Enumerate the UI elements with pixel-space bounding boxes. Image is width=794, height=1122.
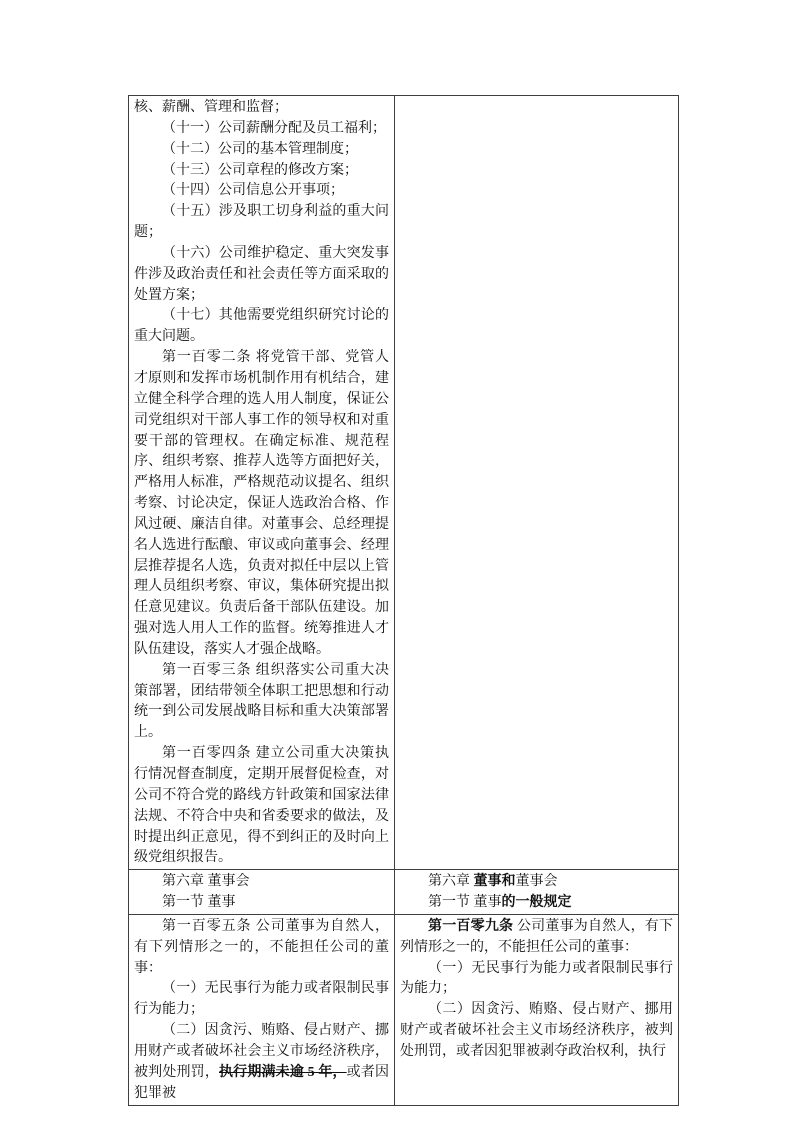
text-run: 第一百零二条 将党管干部、党管人才原则和发挥市场机制作用有机结合，建立健全科学合理的选人用人制度，保证公司党组织对干部人事工作的领导权和对重要干部的管理权。在确定标准、规范程序、组织考察、推荐人选等方面把好关，严格用人标准，严格规范动议提名、组织考察、讨论决定，保证人选政治合格、作风过硬、廉洁自律。对董事会、总经理提名人选进行酝酿、审议或向董事会、经理层推荐提名人选，负责对拟任中层以上管理人员组织考察、审议，集体研究提出拟任意见建议。负责后备干部队伍建设。加强对选人用人工作的监督。统筹推进人才队伍建设，落实人才强企战略。 (134, 350, 389, 657)
paragraph (134, 140, 389, 161)
deleted-text-run: 执行期满未逾 5 年， (219, 1064, 347, 1080)
paragraph (400, 1000, 673, 1063)
text-run: 第一百零五条 公司董事为自然人，有下列情形之一的，不能担任公司的董事： (134, 918, 389, 976)
cell-old-director-article (129, 914, 395, 1105)
paragraph (400, 959, 673, 1001)
text-run: 董事会 (515, 874, 558, 890)
paragraph (134, 244, 389, 307)
text-run: （一）无民事行为能力或者限制民事行为能力； (134, 981, 389, 1018)
text-run: （一）无民事行为能力或者限制民事行为能力； (400, 960, 673, 997)
text-run: （十四）公司信息公开事项； (162, 183, 344, 199)
cell-new-text-empty (395, 96, 679, 870)
comparison-table (128, 95, 679, 1106)
text-run: 第六章 (428, 874, 474, 890)
text-run: （十六）公司维护稳定、重大突发事件涉及政治责任和社会责任等方面采取的处置方案； (134, 245, 389, 303)
text-run: 公司董事为自然人，有下列情形之一的，不能担任公司的董事： (400, 918, 674, 955)
paragraph (134, 1021, 389, 1104)
emphasized-text-run: 董事和 (473, 874, 516, 890)
paragraph (134, 348, 389, 661)
paragraph (134, 872, 389, 893)
paragraph (400, 872, 673, 893)
paragraph (134, 161, 389, 182)
emphasized-text-run: 的一般规定 (501, 895, 572, 911)
text-run: （十三）公司章程的修改方案； (162, 162, 358, 178)
text-run: 第一百零四条 建立公司重大决策执行情况督查制度，定期开展督促检查，对公司不符合党的路线方针政策和国家法律法规、不符合中央和省委要求的做法，及时提出纠正意见，得不到纠正的及时向上级党组织报告。 (134, 746, 389, 866)
cell-new-director-article (395, 914, 679, 1105)
paragraph (134, 979, 389, 1021)
table-row-director-article (129, 914, 679, 1105)
text-run: 第一节 董事 (162, 895, 236, 911)
paragraph (134, 744, 389, 869)
text-run: （十一）公司薪酬分配及员工福利； (162, 120, 386, 136)
paragraph (134, 661, 389, 744)
text-run: 第一百零三条 组织落实公司重大决策部署，团结带领全体职工把思想和行动统一到公司发展战略目标和重大决策部署上。 (134, 662, 389, 741)
paragraph (400, 917, 673, 959)
table-row-party-articles (129, 96, 679, 870)
text-run: （二）因贪污、贿赂、侵占财产、挪用财产或者破坏社会主义市场经济秩序，被判处刑罚，或者因犯罪被剥夺政治权利，执行 (400, 1002, 673, 1059)
paragraph (134, 181, 389, 202)
text-run: 第六章 董事会 (162, 874, 250, 890)
text-run: （十五）涉及职工切身利益的重大问题； (134, 204, 389, 241)
text-run: 或者因犯罪被 (134, 1064, 390, 1101)
paragraph (134, 98, 389, 119)
text-run: 核、薪酬、管理和监督； (134, 100, 288, 115)
emphasized-text-run: 第一百零九条 (428, 918, 514, 934)
text-run: （二）因贪污、贿赂、侵占财产、挪用财产或者破坏社会主义市场经济秩序，被判处刑罚， (134, 1023, 389, 1080)
paragraph (400, 893, 673, 914)
paragraph (134, 306, 389, 348)
paragraph (134, 917, 389, 980)
text-run: 第一节 董事 (428, 895, 502, 911)
paragraph (134, 202, 389, 244)
text-run: （十二）公司的基本管理制度； (162, 141, 358, 157)
cell-old-text-party-articles (129, 96, 395, 870)
text-run: （十七）其他需要党组织研究讨论的重大问题。 (134, 308, 389, 345)
cell-new-chapter-heading (395, 870, 679, 915)
table-row-chapter-heading (129, 870, 679, 915)
paragraph (134, 119, 389, 140)
paragraph (134, 893, 389, 914)
cell-old-chapter-heading (129, 870, 395, 915)
